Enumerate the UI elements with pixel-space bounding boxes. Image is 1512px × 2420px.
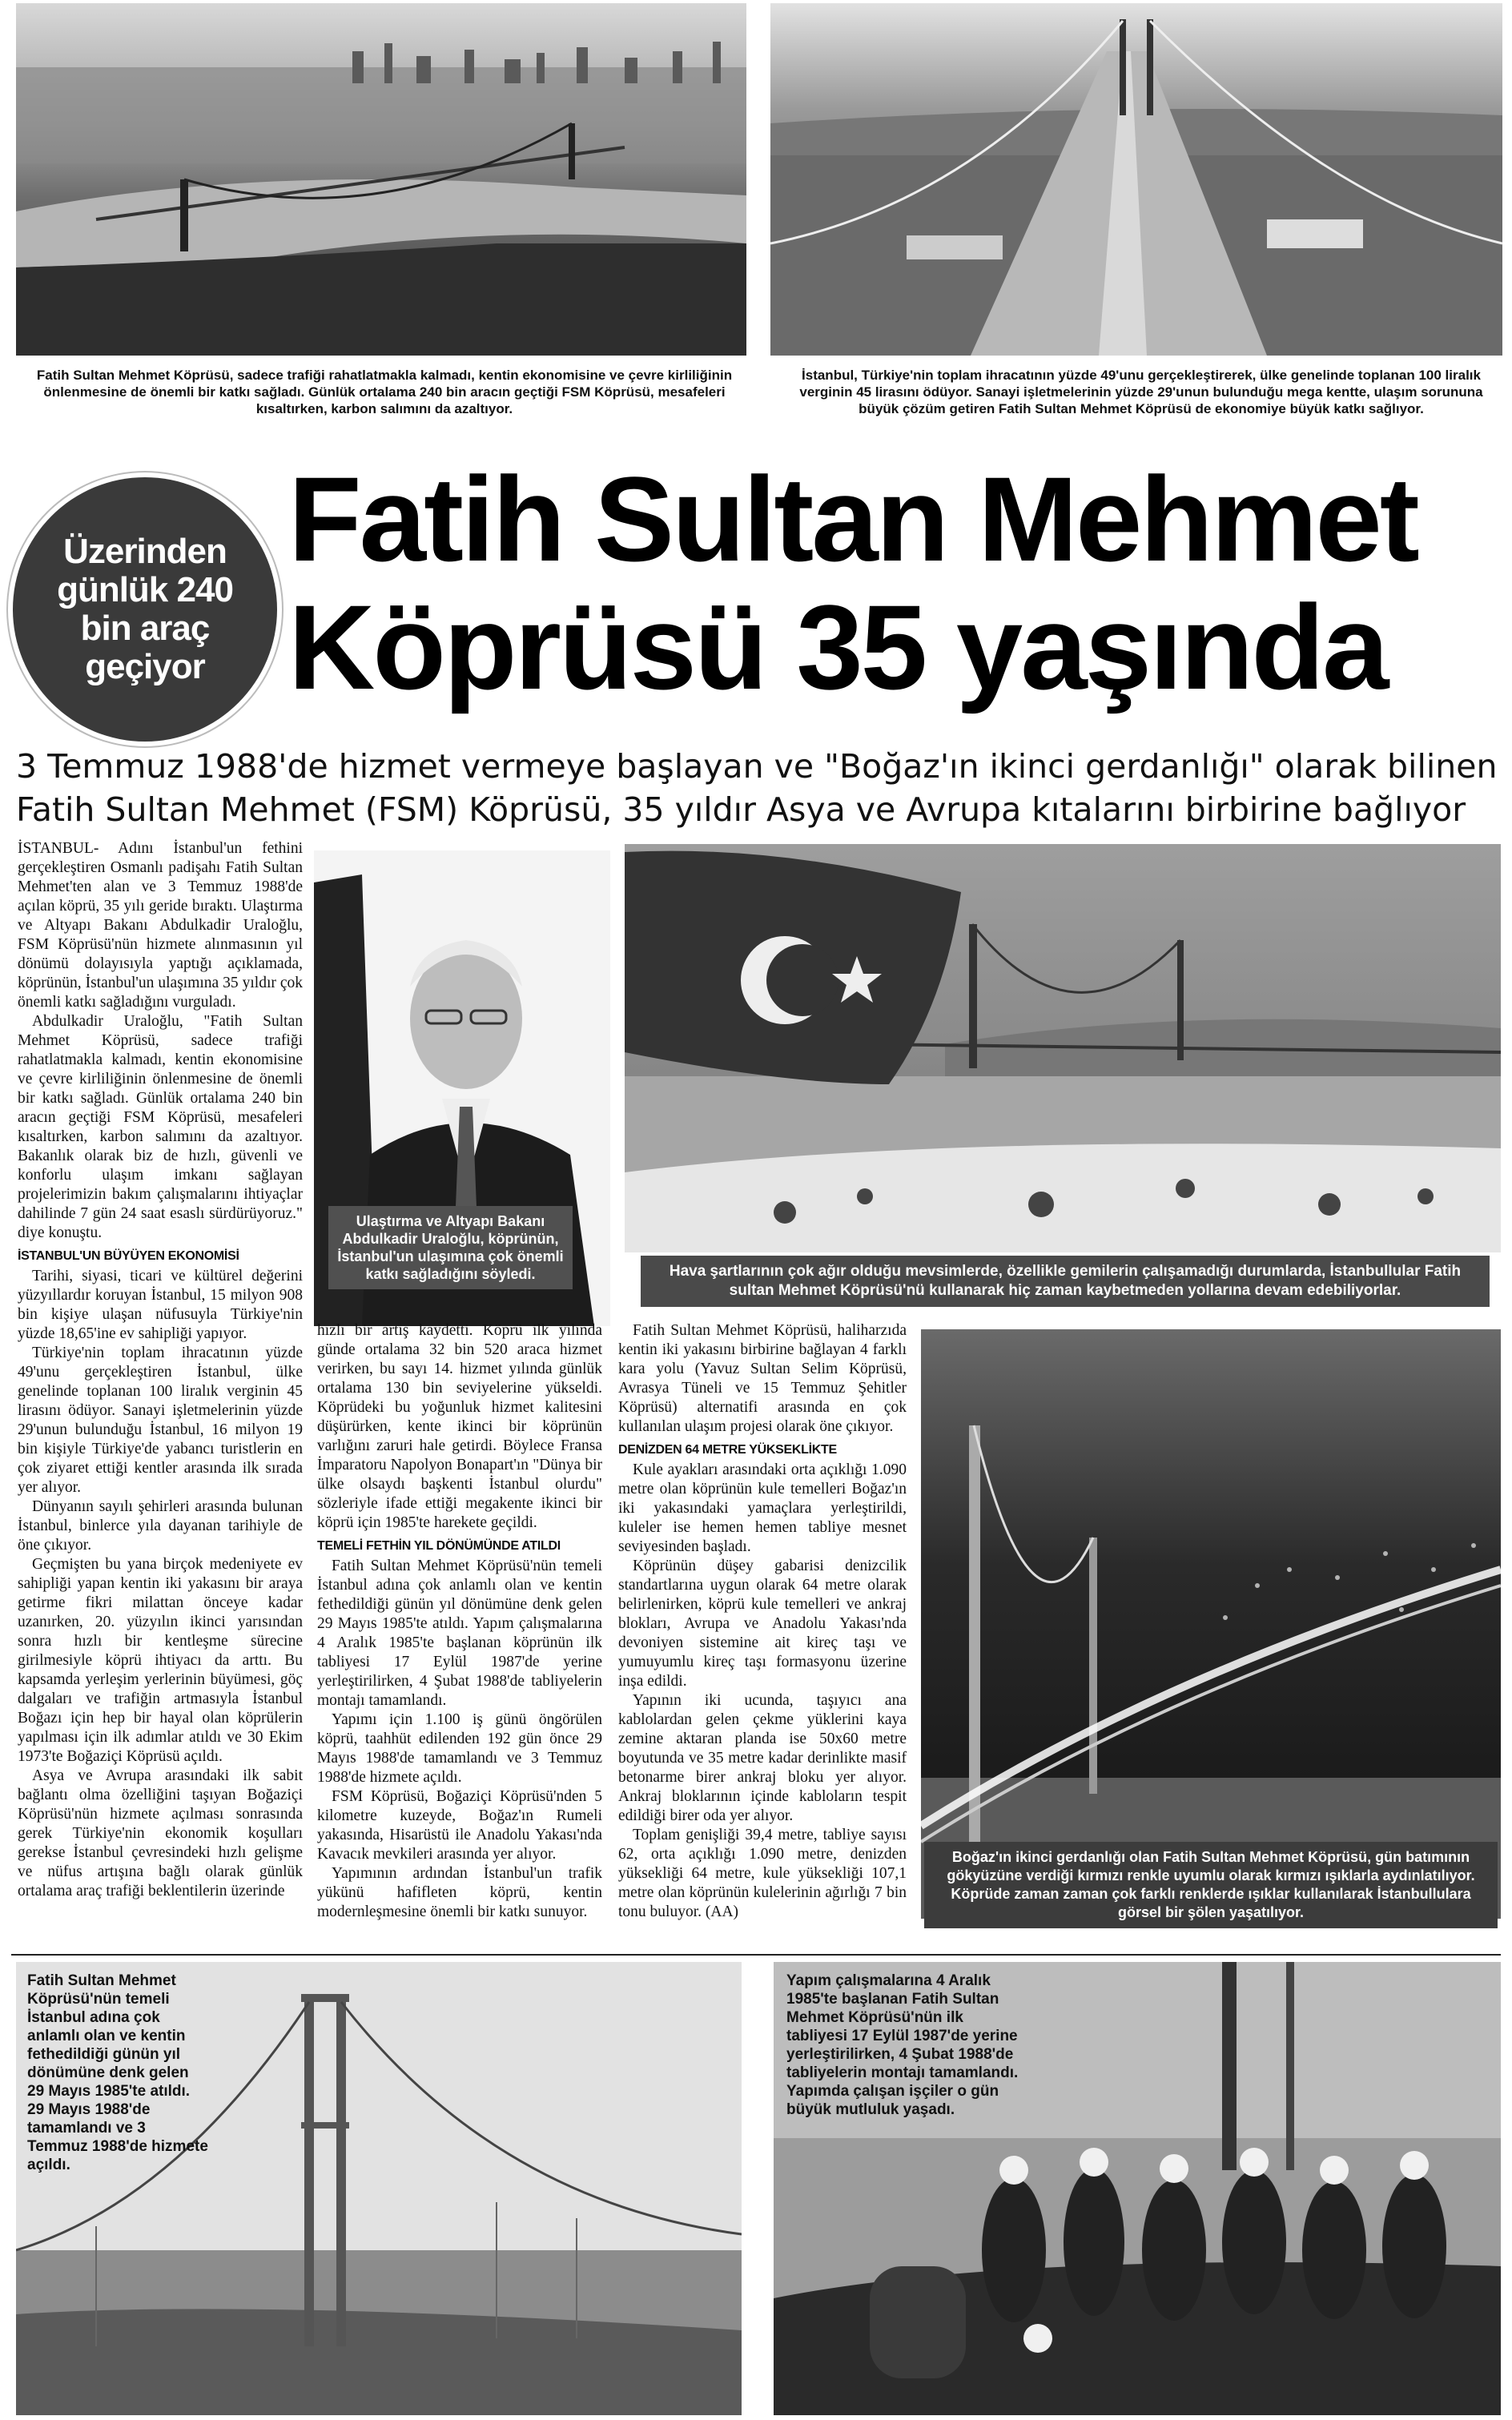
badge-text: Üzerinden günlük 240 bin araç geçiyor (57, 532, 233, 686)
col2-paragraph-2: Fatih Sultan Mehmet Köprüsü'nün temeli İstanbul adına çok anlamlı olan ve kentin fethedildiği günün yıl dönümüne denk gelen 29 Mayıs 1985'te atıldı. Yapım çalışmalarına 4 Aralık 1985'te başlanan köprünün ilk tabliyesi 17 Eylül 1987'de yerine yerleştirilirken, 4 Şubat 1988'de tabliyelerin montajı tamamlandı. (317, 1558, 602, 1709)
workers-caption: Yapım çalışmalarına 4 Aralık 1985'te başlanan Fatih Sultan Mehmet Köprüsü'nün ilk tabliyesi 17 Eylül 1987'de yerine yerleştirilirken, 4 Şubat 1988'de tabliyelerin montajı tamamlandı. Yapımda çalışan işçiler o gün büyük mutluluk yaşadı. (786, 1972, 1019, 2118)
col1-paragraph-6: Geçmişten bu yana birçok medeniyete ev sahipliği yapan kentin iki yakasını bir araya getirme fikri milattan önceye kadar uzanırken, 20. yüzyılın ikinci yarısından sonra hızlı bir kentleşme sürecine girilmesiyle köprü ihtiyacı da arttı. Bu kapsamda yerleşim yerlerinin büyümesi, göç dalgaları ve trafiğin artmasıyla İstanbul Boğazı için hep bir hayal olan köprülerin yapılması için ilk adımlar atıldı ve 30 Ekim 1973'te Boğaziçi Köprüsü açıldı. (18, 1556, 303, 1765)
night-caption: Boğaz'ın ikinci gerdanlığı olan Fatih Sultan Mehmet Köprüsü, gün batımının gökyüzüne verdiği kırmızı renkle uyumlu olarak kırmızı ışıklarla aydınlatılıyor. Köprüde zaman zaman çok farklı renklerde ışıklar kullanılarak İstanbullulara görsel bir şölen yaşatılıyor. (924, 1842, 1498, 1928)
col3-paragraph-4: Yapının iki ucunda, taşıyıcı ana kablolardan gelen çekme yüklerini kaya zemine aktaran planda ise 50x60 metre boyutunda ve 35 metre kadar derinlikte masif betonarme birer ankraj bloku yer alıyor. Ankraj bloklarının içinde kabloların tespit edildiği birer oda yer alıyor. (618, 1692, 907, 1824)
aerial-bridge-city-photo (16, 3, 746, 356)
daily-vehicles-badge (13, 477, 277, 742)
headline-line-2: Köprüsü 35 yaşında (288, 580, 1387, 714)
col1-paragraph-7: Asya ve Avrupa arasındaki ilk sabit bağlantı olma özelliğini taşıyan Boğaziçi Köprüsü'nün hizmete açılması sonrasında gerek Türkiye'nin ekonomik koşulları gerekse İstanbul çevresindeki hızlı gelişme ve nüfus artışına bağlı olarak günlük ortalama araç trafiği beklentilerin üzerinde (18, 1767, 303, 1899)
col1-paragraph-1: İSTANBUL- Adını İstanbul'un fethini gerçekleştiren Osmanlı padişahı Fatih Sultan Mehmet'ten alan ve 3 Temmuz 1988'de açılan köprü, 35 yılı geride bıraktı. Ulaştırma ve Altyapı Bakanı Abdulkadir Uraloğlu, FSM Köprüsü'nün hizmete alınmasının yıl dönümü dolayısıyla yaptığı açıklamada, köprünün, İstanbul'un ulaşımına 35 yıldır çok önemli katkı sağladığını vurguladı. (18, 840, 303, 1011)
flag-bridge-snow-photo (625, 844, 1501, 1252)
bottom-section-divider (11, 1954, 1501, 1956)
headline-line-1: Fatih Sultan Mehmet (288, 452, 1418, 586)
col1-subheading: İSTANBUL'UN BÜYÜYEN EKONOMİSİ (18, 1249, 239, 1263)
col2-paragraph-5: Yapımının ardından İstanbul'un trafik yükünü hafifleten köprü, kentin modernleşmesine önemli bir katkı sunuyor. (317, 1865, 602, 1920)
subhead-line-2: Fatih Sultan Mehmet (FSM) Köprüsü, 35 yıldır Asya ve Avrupa kıtalarını birbirine bağlıyor (16, 790, 1466, 829)
col2-paragraph-4: FSM Köprüsü, Boğaziçi Köprüsü'nden 5 kilometre kuzeyde, Boğaz'ın Rumeli yakasında, Hisarüstü ile Anadolu Yakası'nda Kavacık mevkileri arasında yer alıyor. (317, 1788, 602, 1863)
article-column-1 (18, 839, 303, 1901)
top-right-caption: İstanbul, Türkiye'nin toplam ihracatının yüzde 49'unu gerçekleştirerek, ülke genelinde toplanan 100 liralık verginin 45 lirasını ödüyor. Sanayi işletmelerinin yüzde 29'unun bulunduğu mega kentte, ulaşım sorununa büyük çözüm getiren Fatih Sultan Mehmet Köprüsü de ekonomiye büyük katkı sağlıyor. (799, 368, 1483, 416)
bridge-night-lights-photo (921, 1329, 1501, 1919)
col1-paragraph-2: Abdulkadir Uraloğlu, "Fatih Sultan Mehmet Köprüsü, sadece trafiği rahatlatmakla kalmadı, kentin ekonomisine ve çevre kirliliğinin önlenmesine de önemli bir katkı sağladı. Günlük ortalama 240 bin aracın geçtiği FSM Köprüsü, mesafeleri kısaltırken, karbon salımını da azaltıyor. Bakanlık olarak biz de hızlı, güvenli ve konforlu ulaşım imkanı sağlayan projelerimizin bakım çalışmalarını ihtiyaçlar dahilinde 7 gün 24 saat esaslı sürdürüyoruz." diye konuştu. (18, 1013, 303, 1241)
construction-caption: Fatih Sultan Mehmet Köprüsü'nün temeli İstanbul adına çok anlamlı olan ve kentin fethedildiği günün yıl dönümüne denk gelen 29 Mayıs 1985'te atıldı. 29 Mayıs 1988'de tamamlandı ve 3 Temmuz 1988'de hizmete açıldı. (27, 1972, 208, 2173)
col3-paragraph-5: Toplam genişliği 39,4 metre, tabliye sayısı 62, orta açıklığı 1.090 metre, denizden yüksekliği 64 metre, kule yüksekliği 107,1 metre olan köprünün kulelerinin ağırlığı 7 bin tonu buluyor. (AA) (618, 1827, 907, 1920)
col2-paragraph-1: hızlı bir artış kaydetti. Köprü ilk yılında günde ortalama 32 bin 520 araca hizmet verirken, bu sayı 14. hizmet yılında günlük ortalama 130 bin seviyelerine yükseldi. Köprüdeki bu yoğunluk hizmet kalitesini düşürürken, kente ikinci bir köprünün varlığını zaruri hale getirdi. Böylece Fransa İmparatoru Napolyon Bonapart'ın "Dünya bir ülke olsaydı başkenti İstanbul olurdu" sözleriyle ifade ettiği megakente ikinci bir köprü için 1985'te harekete geçildi. (317, 1322, 602, 1531)
col3-paragraph-3: Köprünün düşey gabarisi denizcilik standartlarına uygun olarak 64 metre olarak belirlenirken, köprü kule temelleri ve ankraj blokları, Avrupa ve Anadolu Yakası'nda devoniyen sistemine ait kireç taşı ve yumuyumlu kireç taşı formasyonu üzerine inşa edildi. (618, 1558, 907, 1690)
col1-paragraph-4: Türkiye'nin toplam ihracatının yüzde 49'unu gerçekleştiren İstanbul, ülke genelinde toplanan 100 liralık verginin 45 lirasını ödüyor. Sanayi işletmelerinin yüzde 29'unun bulunduğu İstanbul, 16 milyon 19 bin kişiyle Türkiye'de yabancı turistlerin en çok ziyaret ettiği kentler arasında ilk sırada yer alıyor. (18, 1345, 303, 1496)
col2-subheading: TEMELİ FETHİN YIL DÖNÜMÜNDE ATILDI (317, 1539, 561, 1553)
col2-paragraph-3: Yapımı için 1.100 iş günü öngörülen köprü, taahhüt edilenden 192 gün önce 29 Mayıs 1988'de tamamlandı ve 3 Temmuz 1988'de hizmete açıldı. (317, 1711, 602, 1786)
flag-caption: Hava şartlarının çok ağır olduğu mevsimlerde, özellikle gemilerin çalışamadığı durumlarda, İstanbullular Fatih sultan Mehmet Köprüsü'nü kullanarak hiç zaman kaybetmeden yollarına devam edebiliyorlar. (641, 1256, 1490, 1307)
article-column-3 (618, 1321, 907, 1922)
article-column-2 (317, 1321, 602, 1922)
col1-paragraph-5: Dünyanın sayılı şehirleri arasında bulunan İstanbul, binlerce yıla dayanan tarihiyle de öne çıkıyor. (18, 1498, 303, 1554)
col3-paragraph-2: Kule ayakları arasındaki orta açıklığı 1.090 metre olan köprünün kule temelleri Boğaz'ın iki yakasındaki yamaçlara yerleştirildi, kuleler ise hemen hemen tabliye mesnet seviyesinden başladı. (618, 1461, 907, 1555)
top-left-caption: Fatih Sultan Mehmet Köprüsü, sadece trafiği rahatlatmakla kalmadı, kentin ekonomisine ve çevre kirliliğinin önlenmesine de önemli bir katkı sağladı. Günlük ortalama 240 bin aracın geçtiği FSM Köprüsü, mesafeleri kısaltırken, karbon salımını da azaltıyor. (36, 368, 733, 416)
col1-paragraph-3: Tarihi, siyasi, ticari ve kültürel değerini yüzyıllardır koruyan İstanbul, 15 milyon 908 bin kişiye ulaşan nüfusuyla Türkiye'nin yüzde 18,65'ine ev sahipliği yapıyor. (18, 1268, 303, 1342)
minister-caption: Ulaştırma ve Altyapı Bakanı Abdulkadir Uraloğlu, köprünün, İstanbul'un ulaşımına çok önemli katkı sağladığını söyledi. (328, 1206, 573, 1289)
col3-subheading: DENİZDEN 64 METRE YÜKSEKLİKTE (618, 1443, 837, 1457)
col3-paragraph-1: Fatih Sultan Mehmet Köprüsü, haliharzıda kentin iki yakasını birbirine bağlayan 4 farklı kara yolu (Yavuz Sultan Selim Köprüsü, Avrasya Tüneli ve 15 Temmuz Şehitler Köprüsü) alternatifi arasında en çok kullanılan ulaşım projesi olarak öne çıkıyor. (618, 1322, 907, 1435)
bridge-deck-aerial-photo (770, 3, 1502, 356)
subhead-line-1: 3 Temmuz 1988'de hizmet vermeye başlayan ve "Boğaz'ın ikinci gerdanlığı" olarak bilinen (16, 747, 1498, 786)
